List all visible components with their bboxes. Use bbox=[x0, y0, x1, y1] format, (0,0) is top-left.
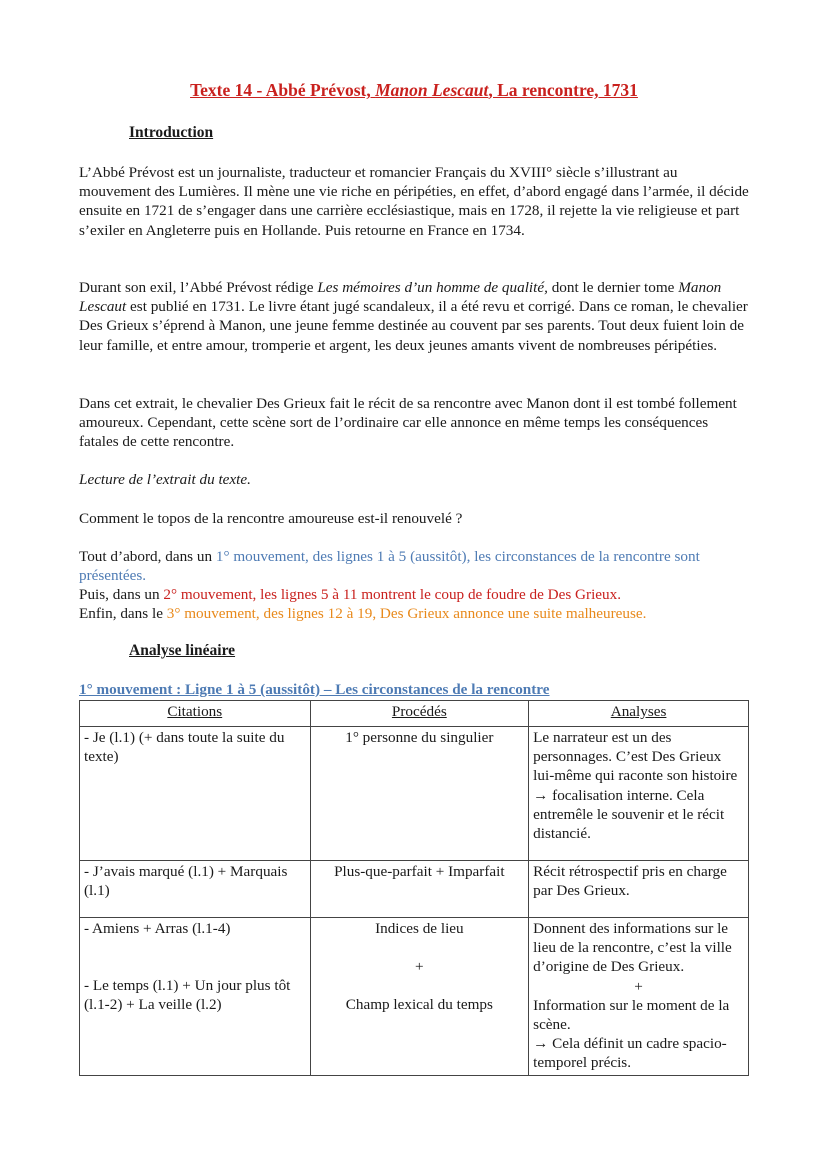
procede-cell: Indices de lieu + Champ lexical du temps bbox=[310, 918, 529, 1076]
plan-movement-3: Enfin, dans le 3° mouvement, des lignes 12 à 19, Des Grieux annonce une suite malheureuse. bbox=[79, 605, 647, 622]
analyse-cell: Donnent des informations sur le lieu de la rencontre, c’est la ville d’origine de Des Grieux. + Information sur le moment de la scène. → Cela définit un cadre spacio-temporel précis. bbox=[529, 918, 749, 1076]
work-title: Manon Lescaut bbox=[375, 80, 489, 100]
column-header-procedes: Procédés bbox=[310, 701, 529, 727]
intro-paragraph-2: Durant son exil, l’Abbé Prévost rédige Les mémoires d’un homme de qualité, dont le dernier tome Manon Lescaut est publié en 1731. Le livre étant jugé scandaleux, il a été revu et corrigé. Dans ce roman, le chevalier Des Grieux s’éprend à Manon, une jeune femme destinée au couvent par ses parents. Tout deux fuient loin de leur famille, et entre amour, tromperie et argent, les deux jeunes amants vivent de nombreuses péripéties. bbox=[79, 279, 748, 354]
problematique: Comment le topos de la rencontre amoureuse est-il renouvelé ? bbox=[79, 510, 463, 527]
procede-cell: 1° personne du singulier bbox=[310, 727, 529, 861]
table-row bbox=[80, 918, 749, 1076]
intro-paragraph-3: Dans cet extrait, le chevalier Des Grieux fait le récit de sa rencontre avec Manon dont il est tombé follement amoureux. Cependant, cette scène sort de l’ordinaire car elle annonce en même temps les conséquences fatales de cette rencontre. bbox=[79, 395, 737, 451]
table-row bbox=[80, 727, 749, 861]
analyse-cell: Récit rétrospectif pris en charge par Des Grieux. bbox=[529, 861, 749, 918]
analysis-heading: Analyse linéaire bbox=[129, 642, 236, 659]
document-title: Texte 14 - Abbé Prévost, Manon Lescaut, La rencontre, 1731 bbox=[190, 80, 638, 100]
intro-paragraph-1: L’Abbé Prévost est un journaliste, traducteur et romancier Français du XVIII° siècle s’illustrant au mouvement des Lumières. Il mène une vie riche en péripéties, en effet, d’abord engagé dans l’armée, il décide ensuite en 1721 de s’engager dans une carrière ecclésiastique, mais en 1728, il rejette la vie religieuse et part s’exiler en Angleterre puis en Hollande. Puis retourne en France en 1734. bbox=[79, 164, 749, 239]
column-header-analyses: Analyses bbox=[529, 701, 749, 727]
procede-cell: Plus-que-parfait + Imparfait bbox=[310, 861, 529, 918]
introduction-heading: Introduction bbox=[129, 124, 214, 141]
movement-1-title: 1° mouvement : Ligne 1 à 5 (aussitôt) – Les circonstances de la rencontre bbox=[79, 681, 550, 698]
citation-cell: - J’avais marqué (l.1) + Marquais (l.1) bbox=[80, 861, 311, 918]
citation-cell: - Amiens + Arras (l.1-4) - Le temps (l.1) + Un jour plus tôt (l.1-2) + La veille (l.2) bbox=[80, 918, 311, 1076]
table-header-row bbox=[80, 701, 749, 727]
plan-movement-2: Puis, dans un 2° mouvement, les lignes 5 à 11 montrent le coup de foudre de Des Grieux. bbox=[79, 586, 622, 603]
analysis-table bbox=[79, 700, 749, 1076]
analyse-cell: Le narrateur est un des personnages. C’est Des Grieux lui-même qui raconte son histoire → focalisation interne. Cela entremêle le souvenir et le récit distancié. bbox=[529, 727, 749, 861]
column-header-citations: Citations bbox=[80, 701, 311, 727]
reading-note: Lecture de l’extrait du texte. bbox=[79, 471, 251, 488]
citation-cell: - Je (l.1) (+ dans toute la suite du texte) bbox=[80, 727, 311, 861]
table-row bbox=[80, 861, 749, 918]
plan-movement-1: Tout d’abord, dans un 1° mouvement, des lignes 1 à 5 (aussitôt), les circonstances de la rencontre sont présentées. bbox=[79, 548, 700, 585]
